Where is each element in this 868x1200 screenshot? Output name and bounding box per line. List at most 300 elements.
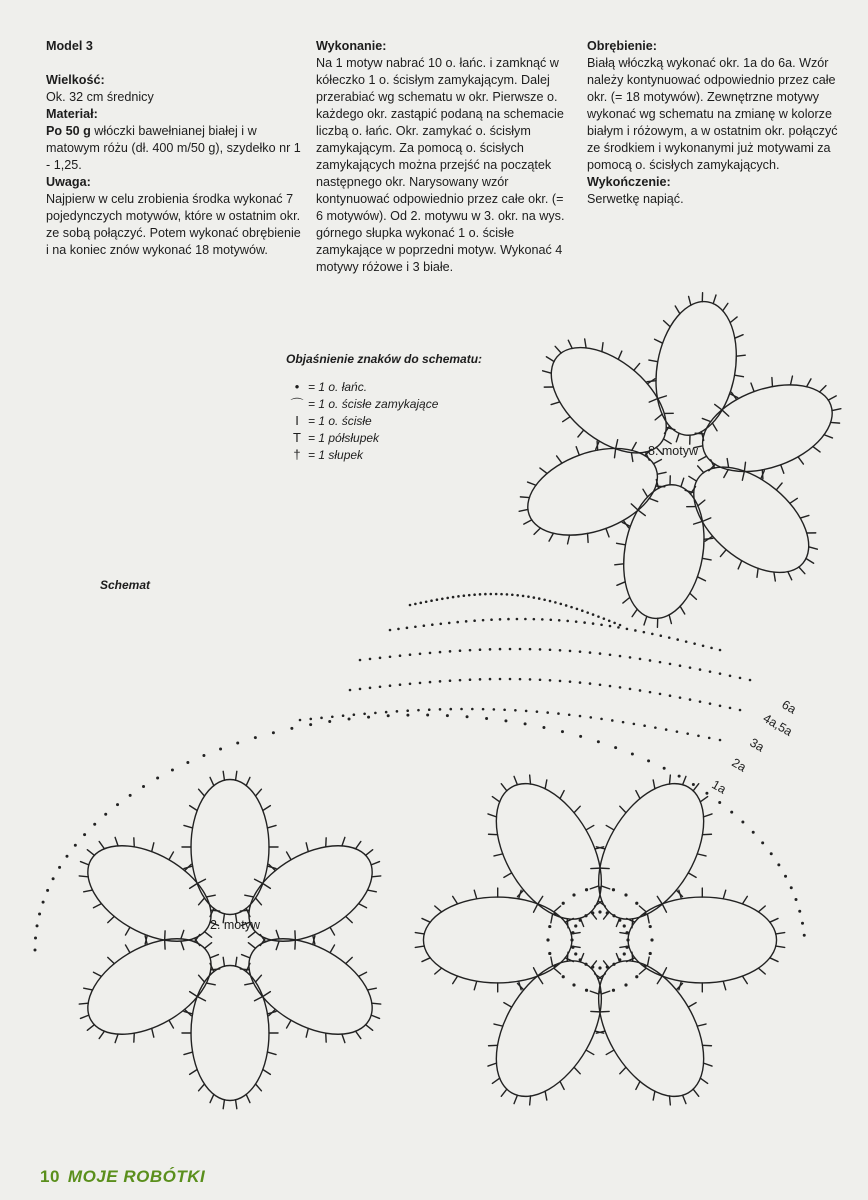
- stitch-mark: [504, 1003, 512, 1008]
- legend-text: = 1 półsłupek: [308, 430, 380, 445]
- material-desc: włóczki bawełnianej białej i w matowym różu (dł. 400 m/50 g), szydełko nr 1 - 1,25.: [46, 124, 301, 172]
- edging-chain-dot: [522, 595, 525, 598]
- edging-chain-dot: [719, 672, 722, 675]
- edging-chain-dot: [709, 670, 712, 673]
- double-crochet-symbol: †: [293, 447, 301, 462]
- edge-chain-dot: [142, 785, 145, 788]
- stitch-mark: [236, 957, 237, 966]
- stitch-mark: [223, 1100, 224, 1109]
- stitch-mark: [676, 433, 679, 442]
- stitch-mark: [112, 837, 121, 846]
- edging-chain-dot: [719, 649, 722, 652]
- edging-chain-dot: [536, 710, 539, 713]
- edging-chain-dot: [369, 687, 372, 690]
- stitch-mark: [781, 465, 784, 473]
- legend-text: = 1 o. łańc.: [308, 379, 368, 394]
- edging-chain-dot: [622, 721, 625, 724]
- stitch-mark: [720, 550, 726, 557]
- edge-chain-dot: [65, 855, 68, 858]
- stitch-mark: [751, 383, 754, 391]
- edging-chain-dot: [639, 689, 642, 692]
- size-value: Ok. 32 cm średnicy: [46, 90, 154, 104]
- edging-chain-dot: [428, 708, 431, 711]
- stitch-mark: [628, 453, 637, 462]
- edging-chain-dot: [516, 618, 519, 621]
- stitch-mark: [526, 775, 533, 784]
- chain-dot: [635, 902, 638, 905]
- stitch-mark: [689, 475, 697, 482]
- motif-2-flower: [72, 771, 389, 1108]
- stitch-mark: [770, 918, 778, 922]
- edging-chain-dot: [359, 688, 362, 691]
- edge-chain-dot: [34, 949, 37, 952]
- stitch-mark: [199, 789, 205, 796]
- stitch-mark: [267, 1052, 276, 1055]
- edging-chain-dot: [519, 648, 522, 651]
- size-label: Wielkość:: [46, 73, 105, 87]
- stitch-mark: [590, 883, 599, 892]
- edging-chain-dot: [499, 678, 502, 681]
- magazine-name: MOJE ROBÓTKI: [67, 1167, 206, 1186]
- edging-label: Obrębienie:: [587, 39, 657, 53]
- edging-chain-dot: [409, 682, 412, 685]
- edging-chain-dot: [479, 648, 482, 651]
- stitch-mark: [828, 396, 837, 400]
- stitch-mark: [663, 321, 671, 327]
- edge-chain-dot: [803, 934, 806, 937]
- chain-dot: [643, 964, 646, 967]
- stitch-mark: [415, 946, 424, 947]
- chain-dot: [579, 958, 582, 961]
- stitch-mark: [805, 379, 813, 387]
- stitch-mark: [758, 906, 765, 912]
- stitch-mark: [573, 806, 582, 813]
- stitch-mark: [713, 295, 716, 304]
- stitch-mark: [246, 777, 250, 785]
- edging-chain-dot: [353, 713, 356, 716]
- petal-outline: [72, 826, 228, 961]
- stitch-mark: [501, 1089, 507, 1097]
- stitch-mark: [263, 992, 271, 997]
- edging-chain-dot: [669, 694, 672, 697]
- stitch-mark: [330, 945, 335, 953]
- stitch-mark: [798, 456, 803, 465]
- edging-chain-dot: [473, 593, 476, 596]
- edging-chain-dot: [566, 620, 569, 623]
- edge-chain-dot: [93, 823, 96, 826]
- edging-chain-dot: [554, 601, 557, 604]
- edging-chain-dot: [709, 702, 712, 705]
- edging-chain-dot: [589, 682, 592, 685]
- stitch-mark: [223, 957, 224, 966]
- petal-outline: [516, 432, 670, 551]
- edging-chain-dot: [459, 679, 462, 682]
- stitch-mark: [586, 1050, 594, 1055]
- edging-chain-dot: [489, 678, 492, 681]
- stitch-mark: [644, 616, 647, 625]
- edging-chain-dot: [449, 650, 452, 653]
- crochet-chart: [0, 290, 868, 1160]
- edging-chain-dot: [634, 629, 637, 632]
- chain-dot: [649, 952, 652, 955]
- chain-dot: [574, 924, 577, 927]
- edging-chain-dot: [665, 728, 668, 731]
- edge-chain-dot: [597, 740, 600, 743]
- edging-chain-dot: [473, 619, 476, 622]
- chain-dot: [623, 924, 626, 927]
- edging-chain-dot: [586, 611, 589, 614]
- edging-chain-dot: [702, 644, 705, 647]
- edge-chain-dot: [777, 863, 780, 866]
- stitch-mark: [538, 896, 543, 904]
- edge-chain-dot: [485, 717, 488, 720]
- finish-text: Serwetkę napiąć.: [587, 192, 684, 206]
- edge-chain-dot: [219, 747, 222, 750]
- edge-chain-dot: [579, 735, 582, 738]
- edge-chain-dot: [426, 714, 429, 717]
- chain-dot: [649, 925, 652, 928]
- stitch-mark: [581, 339, 590, 348]
- stitch-mark: [731, 391, 736, 400]
- edging-chain-dot: [484, 593, 487, 596]
- edging-chain-dot: [649, 659, 652, 662]
- edging-chain-dot: [559, 649, 562, 652]
- stitch-mark: [346, 915, 353, 924]
- edging-chain-dot: [583, 621, 586, 624]
- chain-dot: [585, 989, 588, 992]
- round-3a-label: 3a: [747, 735, 767, 755]
- stitch-mark: [655, 413, 662, 421]
- edging-chain-dot: [611, 719, 614, 722]
- edging-chain-dot: [686, 732, 689, 735]
- edging-chain-dot: [414, 603, 417, 606]
- edge-chain-dot: [705, 792, 708, 795]
- edge-chain-dot: [186, 761, 189, 764]
- edging-chain-dot: [533, 596, 536, 599]
- edge-chain-dot: [542, 726, 545, 729]
- edging-chain-dot: [396, 710, 399, 713]
- material-label: Materiał:: [46, 107, 98, 121]
- stitch-mark: [656, 618, 659, 627]
- stitch-mark: [682, 776, 688, 784]
- stitch-mark: [489, 1042, 498, 1050]
- stitch-mark: [322, 1033, 330, 1042]
- chain-dot: [598, 990, 601, 993]
- edging-chain-dot: [569, 650, 572, 653]
- edging-chain-dot: [439, 622, 442, 625]
- stitch-mark: [246, 1094, 250, 1102]
- edging-chain-dot: [389, 684, 392, 687]
- stitch-mark: [818, 386, 827, 392]
- edging-chain-dot: [568, 713, 571, 716]
- stitch-mark: [304, 1028, 311, 1037]
- edging-chain-dot: [406, 627, 409, 630]
- stitch-mark: [372, 873, 381, 880]
- edging-chain-dot: [379, 685, 382, 688]
- edging-chain-dot: [619, 624, 622, 627]
- stitch-mark: [372, 1000, 381, 1007]
- center-flower: [357, 693, 844, 1160]
- stitch-mark: [256, 1084, 262, 1091]
- edge-chain-dot: [752, 831, 755, 834]
- edging-chain-dot: [676, 638, 679, 641]
- stitch-mark: [688, 1003, 696, 1008]
- legend-title: Objaśnienie znaków do schematu:: [286, 352, 483, 366]
- stitch-mark: [371, 860, 379, 866]
- stitch-mark: [657, 896, 662, 904]
- material-bold: Po 50 g: [46, 124, 91, 138]
- stitch-mark: [79, 1000, 88, 1007]
- edging-chain-dot: [493, 708, 496, 711]
- stitch-mark: [80, 1014, 88, 1020]
- instructions-label: Wykonanie:: [316, 39, 387, 53]
- chain-dot: [624, 983, 627, 986]
- edging-chain-dot: [389, 629, 392, 632]
- edging-chain-dot: [459, 649, 462, 652]
- edging-chain-dot: [457, 595, 460, 598]
- edge-chain-dot: [387, 714, 390, 717]
- stitch-mark: [630, 442, 638, 450]
- edging-chain-dot: [514, 709, 517, 712]
- chain-dot: [562, 902, 565, 905]
- stitch-mark: [169, 852, 174, 860]
- stitch-mark: [788, 376, 795, 385]
- stitch-mark: [371, 1014, 379, 1020]
- stitch-mark: [543, 368, 552, 376]
- stitch-mark: [566, 340, 575, 348]
- stitch-mark: [513, 776, 519, 784]
- edging-chain-dot: [429, 681, 432, 684]
- stitch-mark: [256, 975, 262, 982]
- stitch-mark: [236, 771, 237, 780]
- stitch-mark: [832, 408, 841, 412]
- edging-chain-dot: [425, 600, 428, 603]
- edging-chain-dot: [579, 650, 582, 653]
- stitch-mark: [689, 593, 697, 599]
- edging-chain-dot: [697, 734, 700, 737]
- edging-chain-dot: [699, 668, 702, 671]
- stitch-mark: [735, 333, 743, 339]
- edging-chain-dot: [516, 594, 519, 597]
- edging-chain-dot: [342, 714, 345, 717]
- stitch-mark: [698, 499, 705, 507]
- edge-chain-dot: [34, 936, 37, 939]
- edging-chain-dot: [619, 686, 622, 689]
- stitch-mark: [730, 316, 737, 324]
- edging-chain-dot: [693, 642, 696, 645]
- edging-chain-dot: [557, 712, 560, 715]
- edge-chain-dot: [466, 715, 469, 718]
- stitch-mark: [474, 890, 477, 899]
- chain-dot: [650, 938, 653, 941]
- petal-outline: [233, 826, 389, 961]
- stitch-mark: [688, 873, 696, 878]
- stitch-mark: [776, 946, 785, 947]
- edging-chain-dot: [489, 648, 492, 651]
- edge-chain-dot: [83, 833, 86, 836]
- edging-chain-dot: [397, 628, 400, 631]
- edging-chain-dot: [579, 715, 582, 718]
- edge-chain-dot: [770, 852, 773, 855]
- stitch-mark: [585, 533, 590, 542]
- edging-chain-dot: [385, 711, 388, 714]
- stitch-mark: [770, 572, 779, 581]
- edging-chain-dot: [399, 654, 402, 657]
- edging-chain-dot: [429, 652, 432, 655]
- stitch-mark: [453, 896, 458, 904]
- petal-outline: [233, 919, 389, 1054]
- stitch-mark: [701, 293, 704, 302]
- edging-chain-dot: [409, 653, 412, 656]
- edging-chain-dot: [549, 679, 552, 682]
- stitch-mark: [287, 1020, 292, 1028]
- stitch-mark: [600, 1008, 609, 1016]
- stitch-mark: [184, 1052, 193, 1055]
- edging-chain-dot: [659, 634, 662, 637]
- edging-chain-dot: [482, 619, 485, 622]
- stitch-mark: [256, 789, 262, 796]
- edging-chain-dot: [527, 595, 530, 598]
- chain-dot: [626, 938, 629, 941]
- edging-chain-dot: [617, 626, 620, 629]
- stitch-mark: [702, 517, 710, 523]
- stitch-mark: [591, 1008, 600, 1016]
- edging-chain-dot: [369, 658, 372, 661]
- edging-chain-dot: [452, 596, 455, 599]
- edging-chain-dot: [374, 712, 377, 715]
- stitch-mark: [632, 609, 637, 618]
- stitch-mark: [130, 838, 138, 847]
- edging-chain-dot: [456, 621, 459, 624]
- stitch-mark: [649, 360, 658, 362]
- stitch-mark: [702, 830, 711, 838]
- chain-dot: [546, 938, 549, 941]
- edging-chain-dot: [529, 648, 532, 651]
- stitch-mark: [204, 943, 212, 949]
- edging-chain-dot: [708, 737, 711, 740]
- edging-chain-dot: [509, 648, 512, 651]
- stitch-mark: [654, 339, 663, 343]
- stitch-mark: [273, 941, 282, 950]
- model-title: Model 3: [46, 39, 93, 53]
- edging-chain-dot: [669, 663, 672, 666]
- stitch-mark: [210, 1094, 214, 1102]
- stitch-mark: [263, 1069, 271, 1074]
- edge-chain-dot: [741, 821, 744, 824]
- edging-chain-dot: [575, 620, 578, 623]
- stitch-mark: [653, 459, 662, 463]
- stitch-mark: [586, 825, 594, 830]
- stitch-mark: [256, 898, 262, 905]
- stitch-mark: [474, 981, 477, 990]
- stitch-mark: [704, 811, 713, 820]
- edging-chain-dot: [629, 688, 632, 691]
- edging-chain-dot: [414, 625, 417, 628]
- chain-dot: [572, 983, 575, 986]
- edging-chain-dot: [511, 593, 514, 596]
- stitch-mark: [573, 1067, 582, 1074]
- chain-dot: [624, 893, 627, 896]
- stitch-mark: [639, 968, 646, 974]
- stitch-mark: [263, 883, 271, 888]
- edge-chain-dot: [784, 875, 787, 878]
- stitch-mark: [615, 562, 624, 566]
- chain-dot: [579, 919, 582, 922]
- edge-chain-dot: [446, 714, 449, 717]
- stitch-mark: [723, 459, 732, 468]
- page-footer: [40, 1167, 205, 1187]
- edging-chain-dot: [417, 709, 420, 712]
- edge-chain-dot: [236, 742, 239, 745]
- stitch-mark: [150, 843, 157, 852]
- stitch-mark: [806, 557, 814, 564]
- stitch-mark: [538, 976, 543, 984]
- edging-chain-dot: [500, 593, 503, 596]
- edging-chain-dot: [489, 593, 492, 596]
- stitch-mark: [723, 303, 728, 312]
- material-text: [46, 123, 304, 174]
- edging-chain-dot: [592, 622, 595, 625]
- edging-chain-dot: [419, 652, 422, 655]
- edging-chain-dot: [529, 678, 532, 681]
- note-text: Najpierw w celu zrobienia środka wykonać 7 pojedynczych motywów, które w ostatnim okr. ze sobą połączyć. Potem wykonać obrębienie i na koniec znów wykonać 18 motywów.: [46, 192, 301, 257]
- chain-dot: [562, 975, 565, 978]
- stitch-mark: [723, 981, 726, 990]
- edging-chain-dot: [609, 685, 612, 688]
- chain-dot: [635, 975, 638, 978]
- stitch-mark: [735, 375, 744, 377]
- stitch-mark: [736, 354, 745, 358]
- chain-dot: [553, 912, 556, 915]
- stitch-mark: [365, 1025, 373, 1031]
- stitch-mark: [657, 976, 662, 984]
- edging-chain-dot: [439, 708, 442, 711]
- stitch-mark: [554, 346, 562, 353]
- stitch-mark: [242, 953, 250, 959]
- edging-chain-dot: [600, 718, 603, 721]
- stitch-mark: [693, 1089, 699, 1097]
- edge-chain-dot: [290, 727, 293, 730]
- edging-chain-dot: [649, 691, 652, 694]
- edge-chain-dot: [631, 752, 634, 755]
- edging-chain-dot: [565, 604, 568, 607]
- edging-chain-dot: [349, 689, 352, 692]
- edging-chain-dot: [597, 615, 600, 618]
- edge-chain-dot: [406, 714, 409, 717]
- stitch-mark: [415, 933, 424, 934]
- stitch-mark: [688, 435, 691, 444]
- edge-chain-dot: [309, 723, 312, 726]
- stitch-mark: [721, 410, 729, 416]
- edge-chain-dot: [504, 719, 507, 722]
- edge-chain-dot: [202, 754, 205, 757]
- edging-chain-dot: [643, 631, 646, 634]
- chain-dot: [612, 888, 615, 891]
- stitch-mark: [236, 1100, 237, 1109]
- stitch-mark: [639, 906, 646, 912]
- stitch-mark: [554, 906, 561, 912]
- stitch-mark: [606, 528, 609, 536]
- edge-chain-dot: [730, 811, 733, 814]
- edging-chain-dot: [499, 648, 502, 651]
- edge-chain-dot: [367, 716, 370, 719]
- edge-chain-dot: [36, 924, 39, 927]
- edging-chain-dot: [579, 681, 582, 684]
- stitch-mark: [80, 860, 88, 866]
- stitch-mark: [578, 430, 584, 437]
- stitch-mark: [591, 864, 600, 872]
- stitch-mark: [634, 363, 640, 370]
